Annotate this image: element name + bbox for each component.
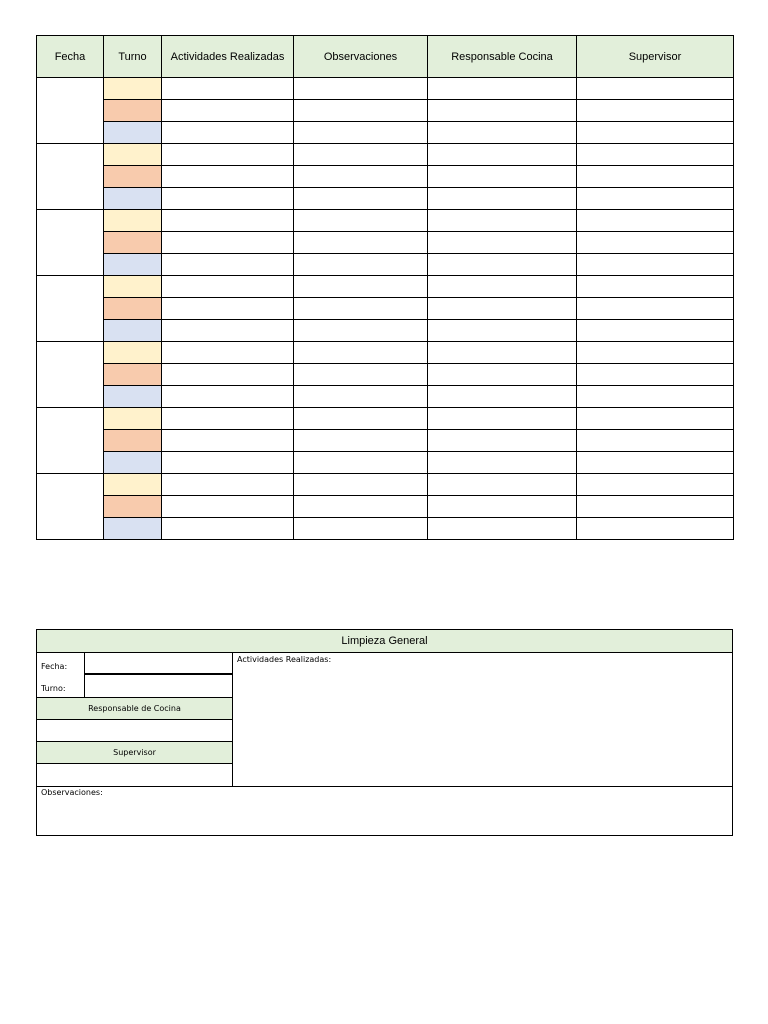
activities-cell[interactable]: [162, 452, 294, 474]
shift-cell[interactable]: [104, 298, 162, 320]
kitchen-lead-cell[interactable]: [428, 518, 577, 540]
shift-cell[interactable]: [104, 430, 162, 452]
shift-cell[interactable]: [104, 78, 162, 100]
table-row: [37, 166, 734, 188]
shift-cell[interactable]: [104, 408, 162, 430]
kitchen-lead-cell[interactable]: [428, 452, 577, 474]
supervisor-cell[interactable]: [577, 364, 734, 386]
header-date: Fecha: [37, 36, 104, 78]
supervisor-cell[interactable]: [577, 254, 734, 276]
form-title: Limpieza General: [37, 630, 732, 653]
kitchen-lead-cell[interactable]: [428, 188, 577, 210]
supervisor-field[interactable]: [36, 763, 233, 787]
activities-label: Actividades Realizadas:: [237, 655, 332, 664]
supervisor-cell[interactable]: [577, 276, 734, 298]
observations-cell[interactable]: [294, 518, 428, 540]
table-row: [37, 122, 734, 144]
table-row: [37, 386, 734, 408]
table-body: [37, 78, 734, 540]
kitchen-lead-cell[interactable]: [428, 364, 577, 386]
shift-cell[interactable]: [104, 474, 162, 496]
activities-cell[interactable]: [162, 364, 294, 386]
table-row: [37, 474, 734, 496]
table-row: [37, 100, 734, 122]
shift-cell[interactable]: [104, 342, 162, 364]
activities-cell[interactable]: [162, 298, 294, 320]
kitchen-lead-cell[interactable]: [428, 408, 577, 430]
table-row: [37, 408, 734, 430]
shift-cell[interactable]: [104, 166, 162, 188]
supervisor-cell[interactable]: [577, 320, 734, 342]
observations-cell[interactable]: [294, 496, 428, 518]
header-shift: Turno: [104, 36, 162, 78]
date-cell[interactable]: [37, 408, 104, 474]
supervisor-cell[interactable]: [577, 78, 734, 100]
supervisor-cell[interactable]: [577, 430, 734, 452]
observations-cell[interactable]: [294, 100, 428, 122]
general-cleaning-form: [36, 629, 733, 836]
activities-cell[interactable]: [162, 496, 294, 518]
kitchen-lead-cell[interactable]: [428, 254, 577, 276]
shift-cell[interactable]: [104, 276, 162, 298]
supervisor-cell[interactable]: [577, 496, 734, 518]
observations-cell[interactable]: [294, 342, 428, 364]
kitchen-lead-cell[interactable]: [428, 122, 577, 144]
observations-cell[interactable]: [294, 188, 428, 210]
kitchen-lead-cell[interactable]: [428, 232, 577, 254]
date-field[interactable]: [84, 652, 233, 674]
kitchen-lead-cell[interactable]: [428, 386, 577, 408]
kitchen-lead-header: Responsable de Cocina: [36, 697, 233, 720]
table-row: [37, 210, 734, 232]
supervisor-cell[interactable]: [577, 122, 734, 144]
kitchen-lead-cell[interactable]: [428, 210, 577, 232]
supervisor-cell[interactable]: [577, 188, 734, 210]
table-row: [37, 518, 734, 540]
activities-cell[interactable]: [162, 518, 294, 540]
table-row: [37, 364, 734, 386]
shift-cell[interactable]: [104, 254, 162, 276]
activities-field[interactable]: [232, 652, 733, 787]
kitchen-lead-cell[interactable]: [428, 276, 577, 298]
activities-cell[interactable]: [162, 474, 294, 496]
observations-cell[interactable]: [294, 386, 428, 408]
activities-cell[interactable]: [162, 342, 294, 364]
shift-cell[interactable]: [104, 100, 162, 122]
observations-cell[interactable]: [294, 166, 428, 188]
activities-cell[interactable]: [162, 122, 294, 144]
shift-label: Turno:: [41, 684, 66, 693]
table-row: [37, 276, 734, 298]
table-row: [37, 188, 734, 210]
shift-cell[interactable]: [104, 364, 162, 386]
kitchen-lead-cell[interactable]: [428, 144, 577, 166]
kitchen-lead-cell[interactable]: [428, 166, 577, 188]
header-kitchen-lead: Responsable Cocina: [428, 36, 577, 78]
date-cell[interactable]: [37, 342, 104, 408]
date-cell[interactable]: [37, 276, 104, 342]
activities-cell[interactable]: [162, 320, 294, 342]
table-row: [37, 496, 734, 518]
date-label: Fecha:: [41, 662, 68, 671]
activities-cell[interactable]: [162, 430, 294, 452]
observations-cell[interactable]: [294, 210, 428, 232]
supervisor-cell[interactable]: [577, 232, 734, 254]
kitchen-lead-cell[interactable]: [428, 430, 577, 452]
shift-cell[interactable]: [104, 320, 162, 342]
supervisor-cell[interactable]: [577, 298, 734, 320]
shift-cell[interactable]: [104, 122, 162, 144]
date-cell[interactable]: [37, 474, 104, 540]
table-row: [37, 298, 734, 320]
observations-cell[interactable]: [294, 298, 428, 320]
observations-cell[interactable]: [294, 144, 428, 166]
observations-cell[interactable]: [294, 276, 428, 298]
shift-cell[interactable]: [104, 518, 162, 540]
supervisor-cell[interactable]: [577, 452, 734, 474]
shift-cell[interactable]: [104, 144, 162, 166]
activities-cell[interactable]: [162, 100, 294, 122]
cleaning-log-table: [36, 35, 734, 540]
observations-label: Observaciones:: [41, 788, 103, 797]
observations-cell[interactable]: [294, 78, 428, 100]
kitchen-lead-cell[interactable]: [428, 298, 577, 320]
kitchen-lead-cell[interactable]: [428, 474, 577, 496]
activities-cell[interactable]: [162, 276, 294, 298]
supervisor-cell[interactable]: [577, 342, 734, 364]
shift-field[interactable]: [84, 674, 233, 698]
table-row: [37, 452, 734, 474]
observations-cell[interactable]: [294, 232, 428, 254]
table-header-row: [37, 36, 734, 78]
observations-cell[interactable]: [294, 408, 428, 430]
activities-cell[interactable]: [162, 408, 294, 430]
shift-cell[interactable]: [104, 496, 162, 518]
kitchen-lead-cell[interactable]: [428, 342, 577, 364]
table-row: [37, 342, 734, 364]
supervisor-header: Supervisor: [36, 741, 233, 764]
activities-cell[interactable]: [162, 254, 294, 276]
table-row: [37, 430, 734, 452]
header-observations: Observaciones: [294, 36, 428, 78]
activities-cell[interactable]: [162, 210, 294, 232]
table-row: [37, 144, 734, 166]
shift-cell[interactable]: [104, 386, 162, 408]
observations-cell[interactable]: [294, 254, 428, 276]
kitchen-lead-field[interactable]: [36, 719, 233, 742]
supervisor-cell[interactable]: [577, 144, 734, 166]
activities-cell[interactable]: [162, 166, 294, 188]
kitchen-lead-cell[interactable]: [428, 100, 577, 122]
activities-cell[interactable]: [162, 386, 294, 408]
kitchen-lead-cell[interactable]: [428, 496, 577, 518]
supervisor-cell[interactable]: [577, 386, 734, 408]
supervisor-cell[interactable]: [577, 210, 734, 232]
table-row: [37, 320, 734, 342]
observations-field[interactable]: [36, 786, 733, 836]
header-activities: Actividades Realizadas: [162, 36, 294, 78]
shift-cell[interactable]: [104, 232, 162, 254]
supervisor-cell[interactable]: [577, 518, 734, 540]
activities-cell[interactable]: [162, 232, 294, 254]
observations-cell[interactable]: [294, 430, 428, 452]
shift-cell[interactable]: [104, 210, 162, 232]
shift-cell[interactable]: [104, 452, 162, 474]
observations-cell[interactable]: [294, 364, 428, 386]
activities-cell[interactable]: [162, 78, 294, 100]
header-supervisor: Supervisor: [577, 36, 734, 78]
supervisor-cell[interactable]: [577, 474, 734, 496]
activities-cell[interactable]: [162, 144, 294, 166]
date-cell[interactable]: [37, 210, 104, 276]
supervisor-cell[interactable]: [577, 100, 734, 122]
date-cell[interactable]: [37, 144, 104, 210]
observations-cell[interactable]: [294, 474, 428, 496]
shift-cell[interactable]: [104, 188, 162, 210]
observations-cell[interactable]: [294, 122, 428, 144]
table-row: [37, 254, 734, 276]
observations-cell[interactable]: [294, 320, 428, 342]
table-row: [37, 78, 734, 100]
supervisor-cell[interactable]: [577, 166, 734, 188]
date-cell[interactable]: [37, 78, 104, 144]
table-row: [37, 232, 734, 254]
supervisor-cell[interactable]: [577, 408, 734, 430]
activities-cell[interactable]: [162, 188, 294, 210]
kitchen-lead-cell[interactable]: [428, 78, 577, 100]
observations-cell[interactable]: [294, 452, 428, 474]
kitchen-lead-cell[interactable]: [428, 320, 577, 342]
